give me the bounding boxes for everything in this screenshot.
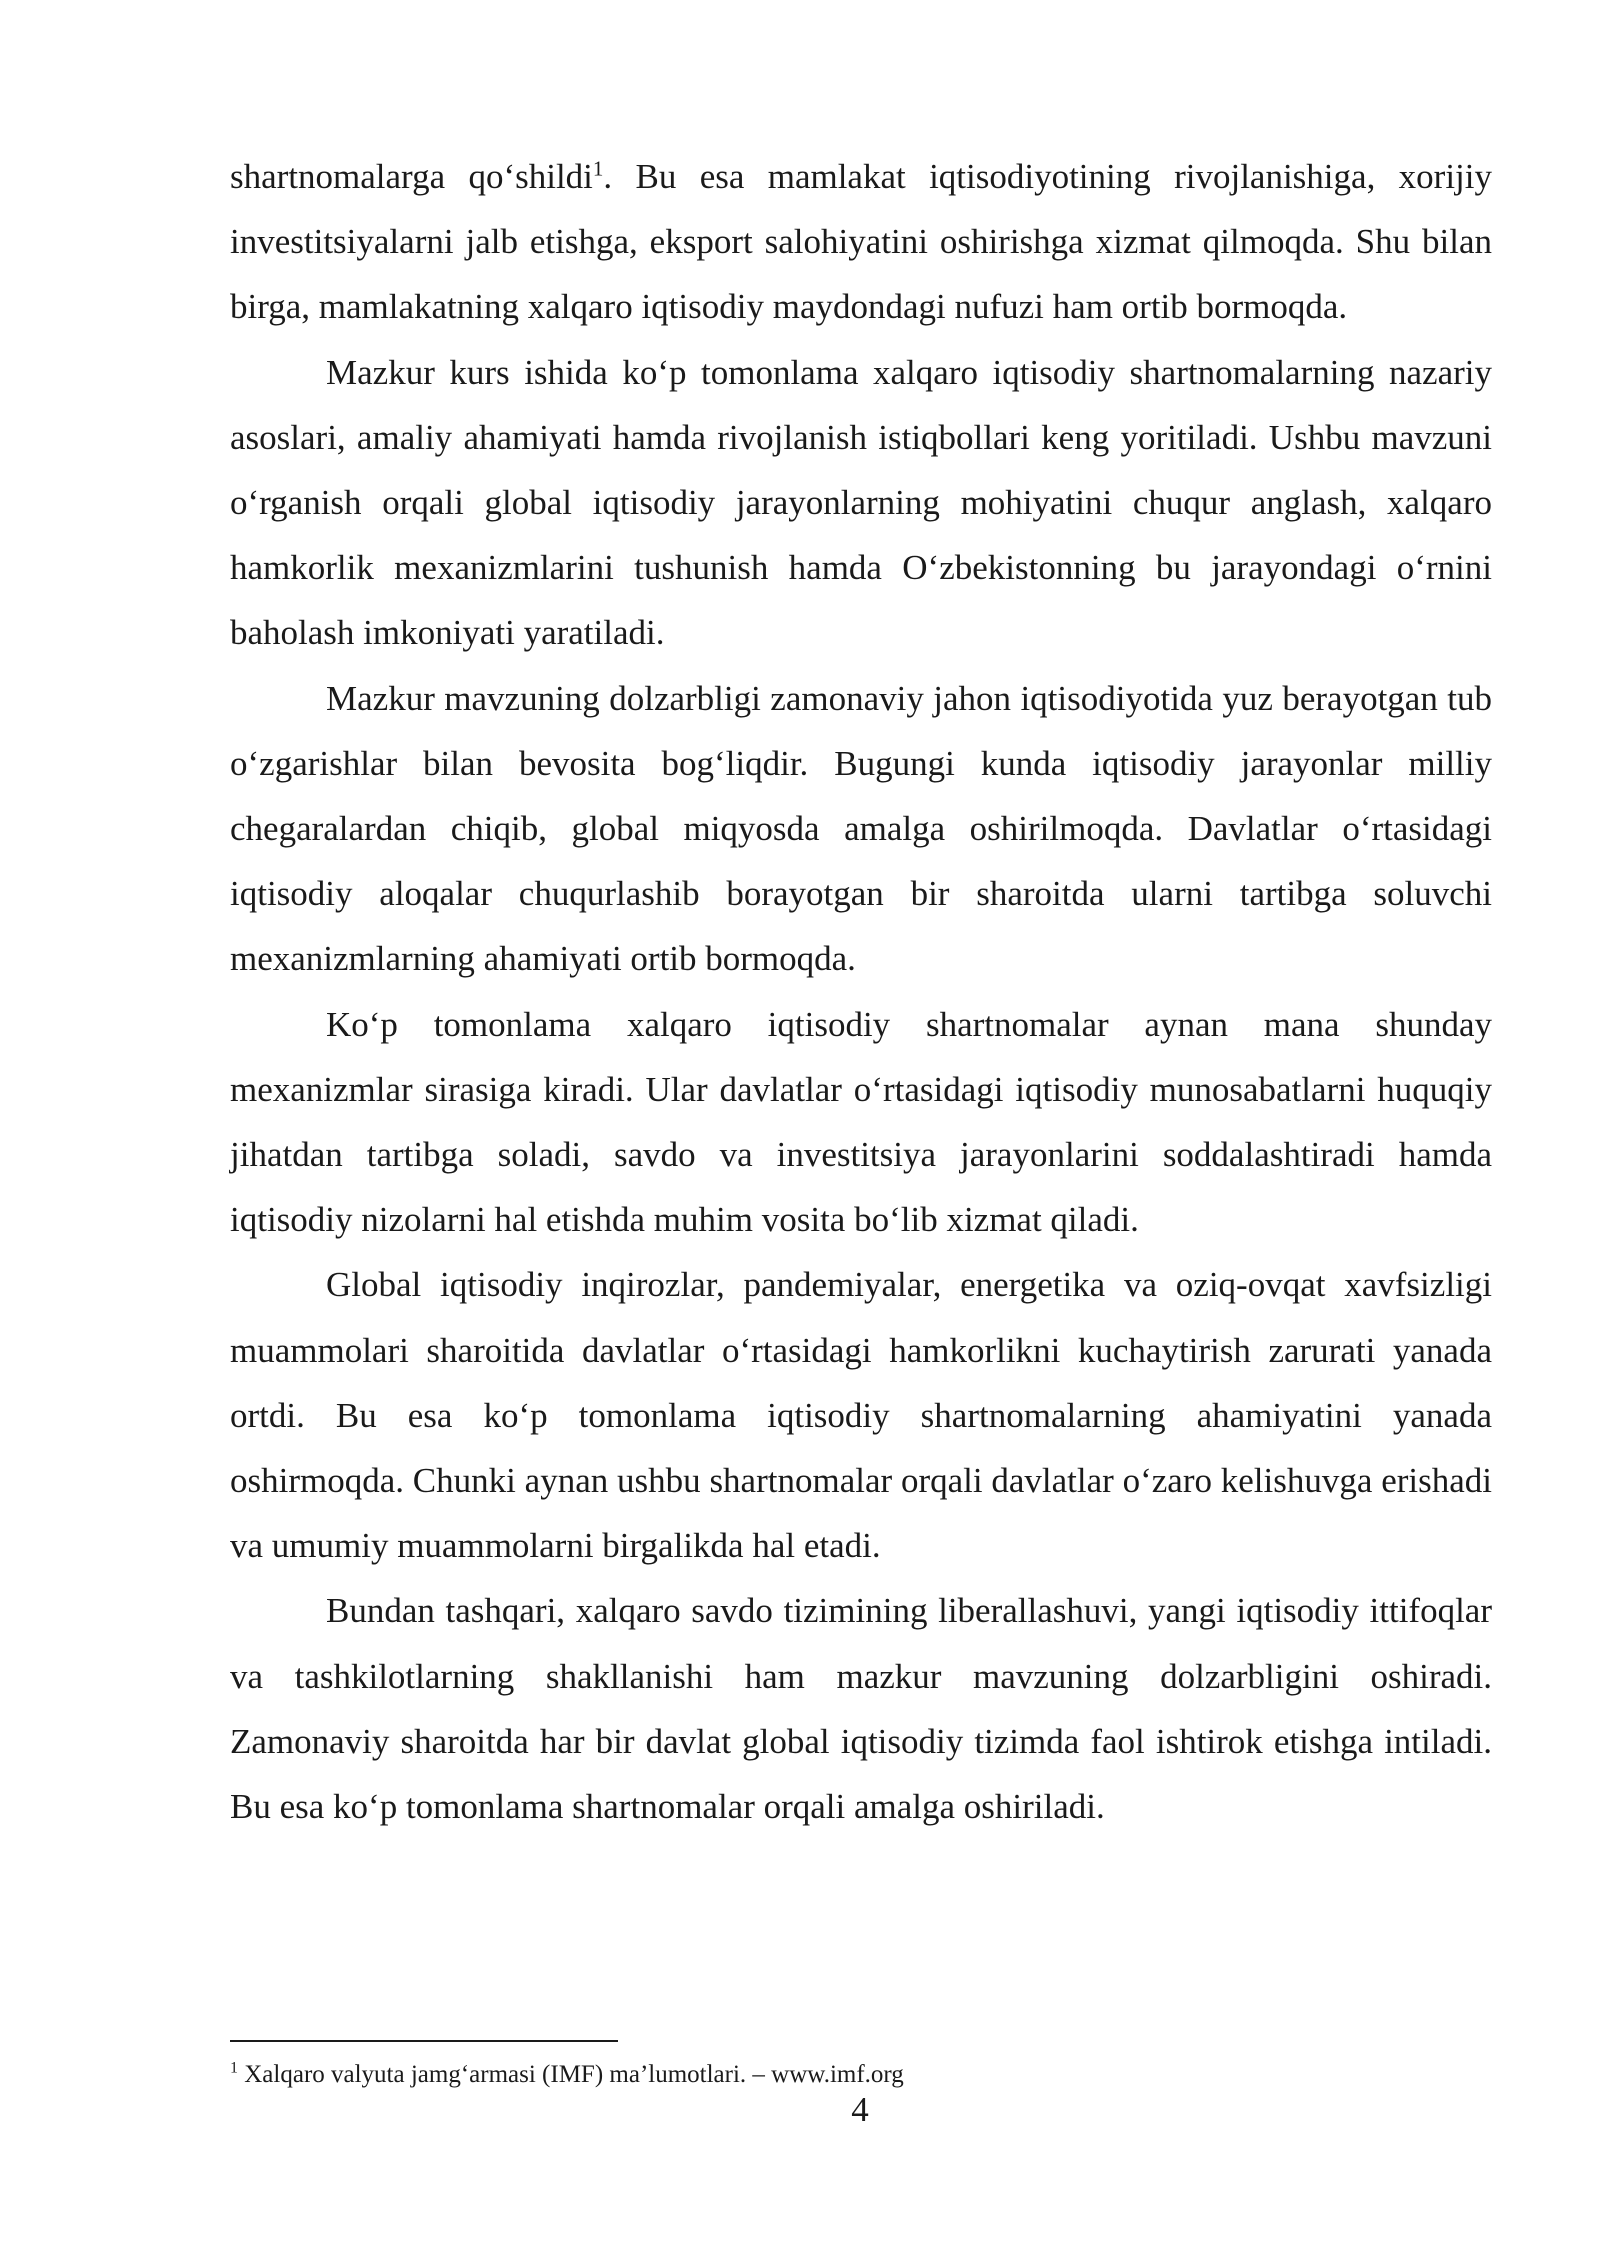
footnote bbox=[230, 2060, 904, 2090]
paragraph-text-end: . Bu esa mamlakat iqtisodiyotining rivojlanishiga, xorijiy investitsiyalarni jalb etishga, eksport salohiyatini oshirishga xizmat qilmoqda. Shu bilan birga, mamlakatning xalqaro iqtisodiy maydondagi nufuzi ham ortib bormoqda. bbox=[230, 157, 1492, 327]
footnote-reference[interactable]: 1 bbox=[592, 156, 604, 181]
page-number: 4 bbox=[851, 2090, 869, 2129]
paragraph-text-start: shartnomalarga qo‘shildi bbox=[230, 157, 593, 196]
footnote-marker: 1 bbox=[230, 2059, 238, 2077]
page-body bbox=[230, 144, 1492, 1839]
footnote-separator bbox=[230, 2040, 618, 2042]
paragraph-continuation bbox=[230, 144, 1492, 340]
footnote-text: Xalqaro valyuta jamg‘armasi (IMF) ma’lumotlari. – www.imf.org bbox=[238, 2061, 904, 2088]
paragraph: Ko‘p tomonlama xalqaro iqtisodiy shartnomalar aynan mana shunday mexanizmlar sirasiga kiradi. Ular davlatlar o‘rtasidagi iqtisodiy munosabatlarni huquqiy jihatdan tartibga soladi, savdo va investitsiya jarayonlarini soddalashtiradi hamda iqtisodiy nizolarni hal etishda muhim vosita bo‘lib xizmat qiladi. bbox=[230, 1004, 1492, 1240]
paragraph: Global iqtisodiy inqirozlar, pandemiyalar, energetika va oziq-ovqat xavfsizligi muammolari sharoitida davlatlar o‘rtasidagi hamkorlikni kuchaytirish zarurati yanada ortdi. Bu esa ko‘p tomonlama iqtisodiy shartnomalarning ahamiyatini yanada oshirmoqda. Chunki aynan ushbu shartnomalar orqali davlatlar o‘zaro kelishuvga erishadi va umumiy muammolarni birgalikda hal etadi. bbox=[230, 1265, 1492, 1566]
paragraph: Mazkur mavzuning dolzarbligi zamonaviy jahon iqtisodiyotida yuz berayotgan tub o‘zgarishlar bilan bevosita bog‘liqdir. Bugungi kunda iqtisodiy jarayonlar milliy chegaralardan chiqib, global miqyosda amalga oshirilmoqda. Davlatlar o‘rtasidagi iqtisodiy aloqalar chuqurlashib borayotgan bir sharoitda ularni tartibga soluvchi mexanizmlarning ahamiyati ortib bormoqda. bbox=[230, 678, 1492, 979]
paragraph: Bundan tashqari, xalqaro savdo tizimining liberallashuvi, yangi iqtisodiy ittifoqlar va tashkilotlarning shakllanishi ham mazkur mavzuning dolzarbligini oshiradi. Zamonaviy sharoitda har bir davlat global iqtisodiy tizimda faol ishtirok etishga intiladi. Bu esa ko‘p tomonlama shartnomalar orqali amalga oshiriladi. bbox=[230, 1591, 1492, 1827]
paragraph: Mazkur kurs ishida ko‘p tomonlama xalqaro iqtisodiy shartnomalarning nazariy asoslari, amaliy ahamiyati hamda rivojlanish istiqbollari keng yoritiladi. Ushbu mavzuni o‘rganish orqali global iqtisodiy jarayonlarning mohiyatini chuqur anglash, xalqaro hamkorlik mexanizmlarini tushunish hamda O‘zbekistonning bu jarayondagi o‘rnini baholash imkoniyati yaratiladi. bbox=[230, 352, 1492, 653]
